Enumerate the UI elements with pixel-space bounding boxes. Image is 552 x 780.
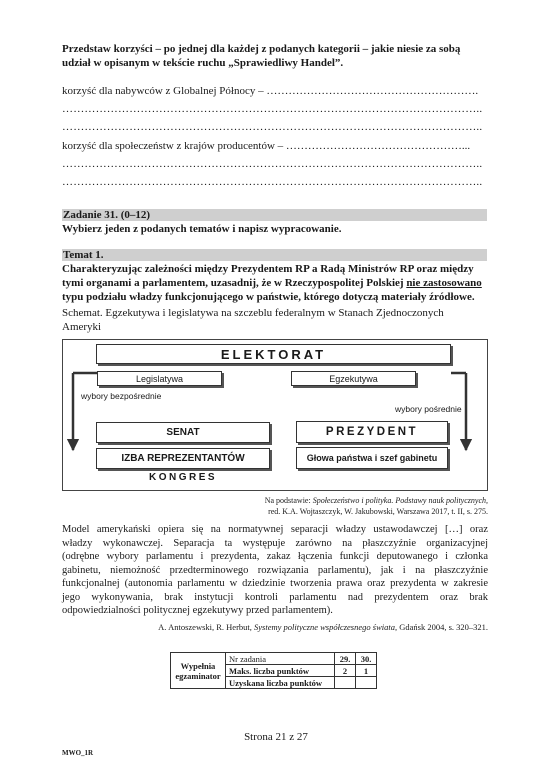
- row-task-number: Nr zadania: [226, 653, 335, 665]
- topic-header-bar: [62, 249, 487, 261]
- house-box: IZBA REPREZENTANTÓW: [96, 448, 270, 469]
- schema-diagram: [62, 339, 488, 491]
- task-header: Zadanie 31. (0–12): [63, 209, 151, 221]
- page-number: Strona 21 z 27: [244, 731, 308, 743]
- direct-election-label: wybory bezpośrednie: [81, 391, 162, 401]
- answer-line[interactable]: …………………………………………………………………………………………………..: [62, 103, 483, 115]
- source-note-1: Na podstawie: Społeczeństwo i polityka. Podstawy nauk politycznych, red. K.A. Wojtaszczyk, W. Jakubowski, Warszawa 2017, t. II, s. 275.: [264, 496, 488, 516]
- head-of-state-box: Głowa państwa i szef gabinetu: [296, 447, 448, 469]
- task-30-header: 30.: [356, 653, 377, 665]
- question-intro: Przedstaw korzyści – po jednej dla każdej z podanych kategorii – jakie niesie za sobą udział w opisanym w tekście ruchu „Sprawiedliwy Handel”.: [62, 43, 461, 69]
- topic-text: Charakteryzując zależności między Prezydentem RP a Radą Ministrów RP oraz między tymi organami a parlamentem, uzasadnij, że w Rzeczypospolitej Polskiej nie zastosowano typu podziału władzy funkcjonującego w państwie, którego dotyczą materiały źródłowe.: [62, 263, 482, 303]
- legislature-box: Legislatywa: [97, 371, 222, 386]
- answer-line-b[interactable]: korzyść dla społeczeństw z krajów producentów – …………………………………………...: [62, 140, 471, 152]
- schema-caption: Schemat. Egzekutywa i legislatywa na szczeblu federalnym w Stanach Zjednoczonych Ameryki: [62, 307, 444, 333]
- answer-line[interactable]: …………………………………………………………………………………………………..: [62, 158, 483, 170]
- source-note-2: A. Antoszewski, R. Herbut, Systemy polityczne współczesnego świata, Gdańsk 2004, s. 320–321.: [158, 622, 488, 632]
- electorate-box: ELEKTORAT: [96, 344, 451, 364]
- max-30: 1: [356, 665, 377, 677]
- answer-line[interactable]: …………………………………………………………………………………………………..: [62, 121, 483, 133]
- answer-line-a[interactable]: korzyść dla nabywców z Globalnej Północy – ………………………………………………….: [62, 85, 479, 97]
- topic-header: Temat 1.: [63, 249, 104, 261]
- examiner-cell: Wypełnia egzaminator: [171, 653, 226, 689]
- president-box: PREZYDENT: [296, 421, 448, 443]
- score-30-input[interactable]: [356, 677, 377, 689]
- exam-code: MWO_1R: [62, 749, 94, 757]
- source-text: Model amerykański opiera się na normatywnej separacji władzy ustawodawczej […] oraz władzy wykonawczej. Separacja ta występuje zarówno na płaszczyźnie organizacyjnej (odrębne wybory parlamentu i prezydenta, zakaz łączenia funkcji deputowanego i członka gabinetu, niemożność przedterminowego rozwiązania parlamentu), jak i na płaszczyźnie funkcjonalnej (autonomia parlamentu w dziedzinie tworzenia prawa oraz prezydenta w zakresie jego wykonywania, brak instytucji kontroli parlamentu nad prezydentem oraz brak odpowiedzialności politycznej egzekutywy przed parlamentem).: [62, 524, 488, 616]
- congress-label: KONGRES: [148, 472, 218, 483]
- executive-box: Egzekutywa: [291, 371, 416, 386]
- score-table: [170, 652, 377, 689]
- max-29: 2: [335, 665, 356, 677]
- row-max-points: Maks. liczba punktów: [226, 665, 335, 677]
- row-scored-points: Uzyskana liczba punktów: [226, 677, 335, 689]
- task-29-header: 29.: [335, 653, 356, 665]
- answer-line[interactable]: …………………………………………………………………………………………………..: [62, 176, 483, 188]
- score-29-input[interactable]: [335, 677, 356, 689]
- task-instruction: Wybierz jeden z podanych tematów i napisz wypracowanie.: [62, 223, 342, 235]
- senate-box: SENAT: [96, 422, 270, 443]
- indirect-election-label: wybory pośrednie: [395, 404, 462, 414]
